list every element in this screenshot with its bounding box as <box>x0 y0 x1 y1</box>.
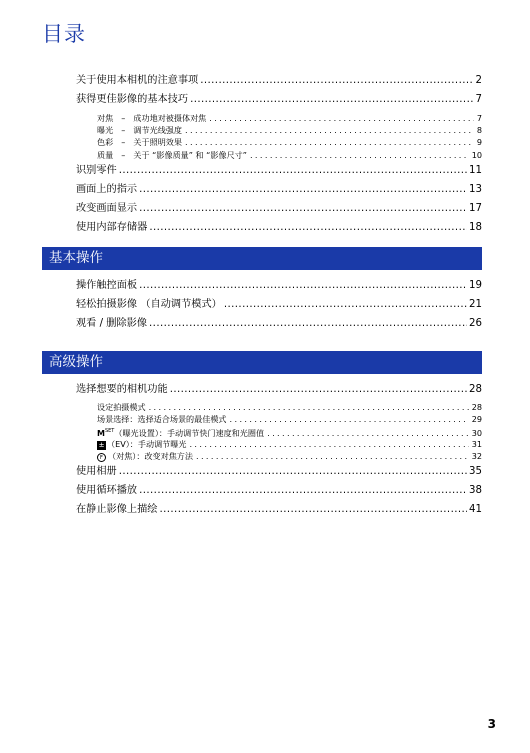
toc-entry[interactable] <box>76 218 482 237</box>
toc-subentry-page: 10 <box>471 149 482 160</box>
toc-entry-page: 35 <box>469 465 482 477</box>
toc-subentry-label: 对焦 – 成功地对被摄体对焦 <box>97 113 207 123</box>
toc-subentry-label: （曝光设置）：手动调节快门速度和光圈值 <box>114 428 265 439</box>
toc-entry[interactable] <box>76 500 482 519</box>
toc-entry-page: 7 <box>475 94 482 105</box>
toc-entry-label: 关于使用本相机的注意事项 <box>76 75 199 86</box>
toc-subentry-page: 29 <box>471 414 482 425</box>
toc-subentry-label: 设定拍摄模式 <box>97 402 146 412</box>
toc-entry-page: 38 <box>469 484 482 496</box>
toc-entry[interactable] <box>76 276 482 295</box>
toc-entry[interactable] <box>76 90 482 109</box>
toc-intro <box>76 71 482 237</box>
toc-entry-page: 2 <box>475 75 482 86</box>
toc-entry-page: 41 <box>469 503 482 515</box>
toc-basic <box>76 276 482 333</box>
toc-entry-page: 18 <box>469 221 482 233</box>
toc-entry-page: 28 <box>469 384 482 395</box>
page-number: 3 <box>487 717 496 731</box>
toc-entry-page: 19 <box>469 280 482 291</box>
toc-subentry-label: 色彩 – 关于照明效果 <box>97 137 182 148</box>
ev-icon: ± <box>98 440 105 449</box>
toc-subentry-page: 31 <box>471 438 482 449</box>
toc-entry-label: 使用相册 <box>76 465 117 477</box>
manual-set-icon: $M^{SET}$ <box>97 428 115 439</box>
toc-entry[interactable] <box>76 71 482 90</box>
toc-subentry-label: 质量 – 关于 “影像质量” 和 “影像尺寸” <box>97 149 247 160</box>
toc-entry[interactable] <box>76 295 482 314</box>
toc-entry[interactable] <box>76 180 482 199</box>
toc-subentry[interactable] <box>76 112 482 124</box>
toc-subentry[interactable] <box>76 413 482 425</box>
toc-subentry-label: （对焦）：改变对焦方法 <box>108 450 193 461</box>
toc-subentry[interactable] <box>76 401 482 413</box>
toc-entry[interactable] <box>76 314 482 333</box>
toc-entry-page: 17 <box>469 202 482 214</box>
focus-icon: F <box>97 453 106 462</box>
toc-advanced <box>76 380 482 519</box>
toc-entry-label: 改变画面显示 <box>76 202 138 214</box>
toc-subentry-label: （EV）：手动调节曝光 <box>107 438 187 449</box>
toc-entry[interactable] <box>76 380 482 399</box>
toc-entry-label: 使用循环播放 <box>76 484 138 496</box>
toc-subentry[interactable] <box>76 124 482 136</box>
toc-subentry-page: 30 <box>471 428 482 439</box>
toc-subentry[interactable] <box>76 438 482 450</box>
toc-entry-label: 轻松拍摄影像 （自动调节模式） <box>76 299 222 310</box>
toc-entry[interactable] <box>76 481 482 500</box>
page-title: 目录 <box>42 22 86 46</box>
toc-entry-label: 操作触控面板 <box>76 280 138 291</box>
toc-entry[interactable] <box>76 161 482 180</box>
toc-entry-label: 在静止影像上描绘 <box>76 503 158 515</box>
toc-entry-page: 13 <box>469 183 482 195</box>
toc-subentry-page: 9 <box>476 137 482 148</box>
toc-subentry-page: 32 <box>471 450 482 461</box>
toc-subentry-page: 7 <box>476 113 482 123</box>
toc-subentry-label: 场景选择：选择适合场景的最佳模式 <box>97 414 227 425</box>
toc-entry-label: 选择想要的相机功能 <box>76 384 168 395</box>
toc-entry-page: 26 <box>469 318 482 329</box>
toc-subentry[interactable] <box>76 149 482 161</box>
toc-subentry-page: 28 <box>471 402 482 412</box>
section-heading-advanced: 高级操作 <box>42 351 482 374</box>
toc-subentry[interactable] <box>76 425 482 437</box>
toc-entry-label: 获得更佳影像的基本技巧 <box>76 94 189 105</box>
toc-subentry[interactable] <box>76 136 482 148</box>
toc-entry-page: 21 <box>469 299 482 310</box>
toc-entry-label: 识别零件 <box>76 164 117 176</box>
toc-entry[interactable] <box>76 462 482 481</box>
toc-entry-label: 使用内部存储器 <box>76 221 148 233</box>
section-heading-basic: 基本操作 <box>42 247 482 270</box>
toc-entry-label: 观看 / 删除影像 <box>76 318 148 329</box>
toc-entry[interactable] <box>76 199 482 218</box>
toc-entry-label: 画面上的指示 <box>76 183 138 195</box>
toc-subentry[interactable] <box>76 450 482 462</box>
toc-entry-page: 11 <box>469 164 482 176</box>
toc-subentry-label: 曝光 – 调节光线强度 <box>97 125 182 136</box>
toc-subentry-page: 8 <box>476 125 482 136</box>
